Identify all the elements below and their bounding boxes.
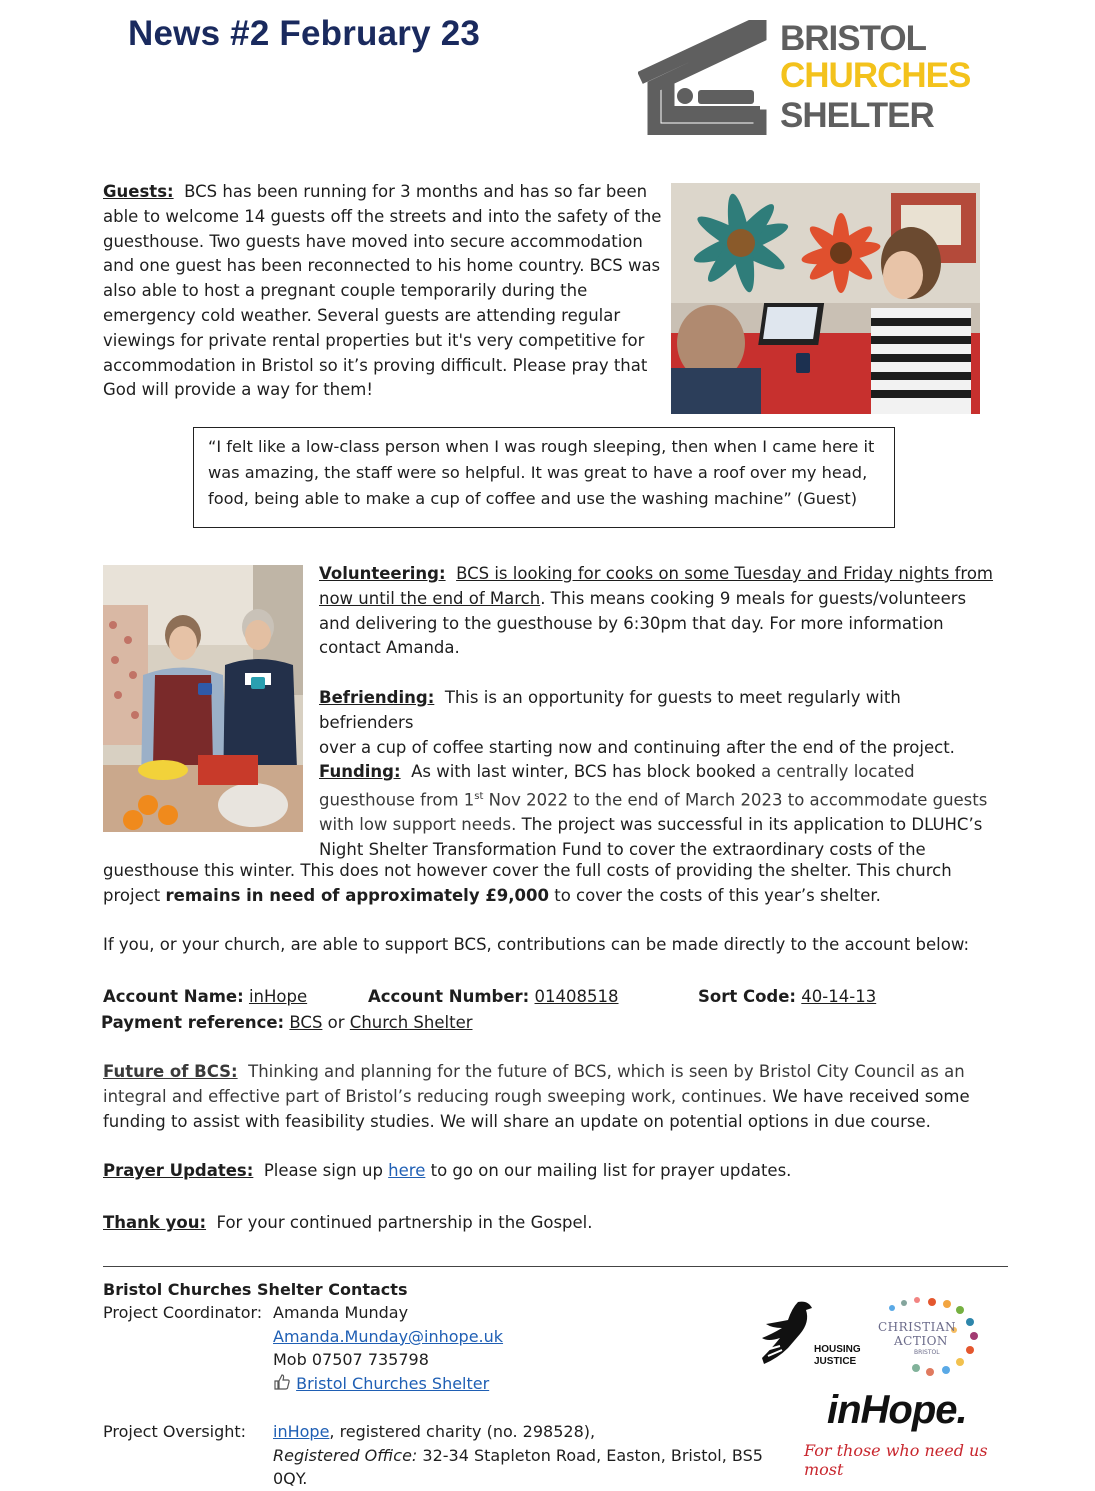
- christian-action-text-3: BRISTOL: [914, 1349, 940, 1356]
- housing-justice-text-1: HOUSING: [814, 1344, 861, 1355]
- prayer-section: [103, 1159, 791, 1184]
- befriending-section: [319, 686, 999, 760]
- bcs-logo: [638, 20, 988, 135]
- funding-line: Night Shelter Transformation Fund to cover the extraordinary costs of the: [319, 839, 926, 859]
- account-name-value: inHope: [248, 987, 308, 1006]
- guests-line: emergency cold weather. Several guests are attending regular: [103, 305, 621, 325]
- contacts-heading: Bristol Churches Shelter Contacts: [103, 1280, 408, 1299]
- guests-line: guesthouse. Two guests have moved into secure accommodation: [103, 231, 643, 251]
- logo-word-bristol: BRISTOL: [780, 19, 926, 58]
- christian-action-text-2: ACTION: [894, 1334, 948, 1348]
- bird-hand-icon: [758, 1298, 818, 1368]
- housing-justice-text-2: JUSTICE: [814, 1356, 857, 1367]
- payment-reference-value: BCS: [289, 1013, 323, 1032]
- thanks-heading: Thank you:: [103, 1213, 207, 1232]
- guests-section: [103, 180, 668, 403]
- coordinator-mobile: Mob 07507 735798: [273, 1350, 429, 1369]
- quote-line: food, being able to make a cup of coffee and use the washing machine” (Guest): [208, 489, 858, 508]
- sort-code-label: Sort Code:: [698, 987, 797, 1006]
- guests-line: viewings for private rental properties but it's very competitive for: [103, 330, 645, 350]
- guest-quote-box: [193, 427, 895, 528]
- funding-superscript: st: [474, 790, 484, 802]
- coordinator-email-link[interactable]: Amanda.Munday@inhope.uk: [273, 1326, 504, 1346]
- support-line: If you, or your church, are able to support BCS, contributions can be made directly to the account below:: [103, 935, 970, 954]
- funding-line: The project was successful in its application to DLUHC’s: [521, 815, 983, 835]
- future-line: Thinking and planning for the future of BCS, which is seen by Bristol City Council as an: [248, 1062, 965, 1081]
- logo-word-shelter: SHELTER: [780, 96, 934, 135]
- guests-line: BCS has been running for 3 months and has so far been: [184, 182, 648, 201]
- funding-line: As with last winter, BCS has block booked: [411, 762, 762, 781]
- coordinator-details: [273, 1301, 503, 1395]
- future-line: integral and effective part of Bristol’s reducing rough sweeping work, continues.: [103, 1086, 773, 1106]
- coordinator-name: Amanda Munday: [273, 1303, 409, 1322]
- funding-heading: Funding:: [319, 762, 401, 781]
- guests-line: and one guest has been reconnected to his home country. BCS was: [103, 256, 661, 276]
- volunteering-line: BCS is looking for cooks on some Tuesday and Friday nights from: [456, 564, 994, 583]
- funding-need-amount: remains in need of approximately £9,000: [165, 885, 549, 905]
- future-line: funding to assist with feasibility studies. We will share an update on potential options in due course.: [103, 1111, 931, 1131]
- prayer-text: to go on our mailing list for prayer updates.: [425, 1161, 792, 1180]
- account-number-value: 01408518: [534, 987, 619, 1006]
- funding-line: guesthouse from 1: [319, 790, 475, 810]
- house-bed-icon: [638, 20, 768, 135]
- volunteering-heading: Volunteering:: [319, 564, 446, 583]
- page-title: News #2 February 23: [128, 14, 481, 53]
- volunteering-line: . This means cooking 9 meals for guests/volunteers: [540, 588, 967, 608]
- housing-justice-logo: [758, 1298, 873, 1368]
- funding-line: Nov 2022 to the end of March 2023 to accommodate guests: [483, 790, 988, 810]
- footer-divider: [103, 1266, 1008, 1267]
- funding-line: guesthouse this winter. This does not however cover the full costs of providing the shelter. This church: [103, 861, 952, 880]
- account-number-label: Account Number:: [368, 987, 530, 1006]
- funding-line: to cover the costs of this year’s shelter.: [549, 885, 881, 905]
- account-name-row: [103, 985, 307, 1010]
- befriending-line: This is an opportunity for guests to meet regularly with befrienders: [319, 688, 901, 732]
- future-section: [103, 1060, 1023, 1134]
- inhope-logo: [800, 1388, 995, 1479]
- inhope-wordmark: inHope.: [827, 1388, 967, 1432]
- registered-office-label: Registered Office:: [273, 1445, 418, 1465]
- volunteers-photo: [103, 565, 303, 832]
- payment-reference-or: or: [322, 1013, 350, 1032]
- befriending-heading: Befriending:: [319, 688, 435, 707]
- christian-action-text-1: CHRISTIAN: [878, 1320, 957, 1334]
- coordinator-label: Project Coordinator:: [103, 1303, 263, 1322]
- account-name-label: Account Name:: [103, 987, 244, 1006]
- prayer-signup-link[interactable]: here: [388, 1161, 426, 1180]
- oversight-details: [273, 1420, 793, 1491]
- registered-office-address: 32-34 Stapleton Road, Easton, Bristol, BS5 0QY.: [273, 1445, 763, 1488]
- volunteering-section: [319, 562, 999, 661]
- befriending-line: over a cup of coffee starting now and continuing after the end of the project.: [319, 737, 955, 757]
- future-line: We have received some: [772, 1086, 970, 1106]
- facebook-page-link[interactable]: Bristol Churches Shelter: [296, 1373, 490, 1393]
- funding-line: a centrally located: [761, 762, 915, 781]
- prayer-heading: Prayer Updates:: [103, 1161, 254, 1180]
- inhope-link[interactable]: inHope: [273, 1422, 330, 1441]
- guests-heading: Guests:: [103, 182, 174, 201]
- thanks-text: For your continued partnership in the Gospel.: [216, 1213, 593, 1232]
- funding-line: with low support needs.: [319, 815, 522, 835]
- funding-line: project: [103, 885, 166, 905]
- sort-code-row: [698, 985, 876, 1010]
- facebook-thumbs-up-icon: [273, 1373, 291, 1391]
- oversight-charity-text: , registered charity (no. 298528),: [329, 1422, 596, 1441]
- future-heading: Future of BCS:: [103, 1062, 238, 1081]
- sort-code-value: 40-14-13: [801, 987, 877, 1006]
- guests-line: God will provide a way for them!: [103, 380, 373, 400]
- volunteering-line: and delivering to the guesthouse by 6:30pm that day. For more information: [319, 613, 944, 633]
- account-number-row: [368, 985, 619, 1010]
- guests-line: also able to host a pregnant couple temporarily during the: [103, 281, 588, 301]
- guests-photo: [671, 183, 980, 414]
- volunteering-line: contact Amanda.: [319, 638, 460, 658]
- guests-line: accommodation in Bristol so it’s proving difficult. Please pray that: [103, 355, 648, 375]
- inhope-tagline: For those who need us most: [804, 1441, 988, 1479]
- quote-line: was amazing, the staff were so helpful. It was great to have a roof over my head,: [208, 463, 868, 482]
- payment-reference-row: [101, 1011, 473, 1036]
- payment-reference-value: Church Shelter: [349, 1013, 473, 1032]
- thanks-section: [103, 1211, 593, 1236]
- funding-section: [319, 760, 1009, 863]
- logo-word-churches: CHURCHES: [780, 56, 971, 95]
- volunteering-line: now until the end of March: [319, 588, 541, 608]
- christian-action-logo: [872, 1294, 987, 1376]
- quote-line: “I felt like a low-class person when I was rough sleeping, then when I came here it: [208, 437, 875, 456]
- funding-continued: [103, 859, 1023, 909]
- guests-line: able to welcome 14 guests off the streets and into the safety of the: [103, 206, 662, 226]
- oversight-label: Project Oversight:: [103, 1422, 247, 1441]
- prayer-text: Please sign up: [263, 1161, 389, 1180]
- payment-reference-label: Payment reference:: [101, 1013, 285, 1032]
